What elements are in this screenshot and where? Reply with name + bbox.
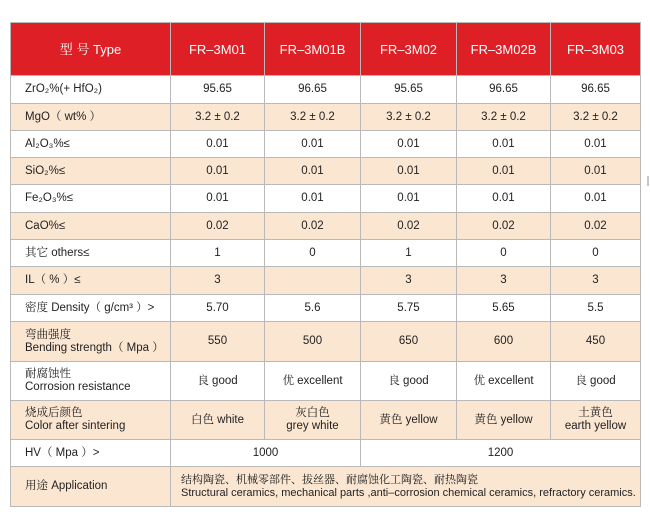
table-cell: 0 — [551, 240, 641, 267]
table-cell: 0.01 — [457, 158, 551, 185]
table-cell: 0.02 — [551, 213, 641, 240]
table-cell: 0.01 — [551, 131, 641, 158]
table-cell — [265, 267, 361, 295]
table-cell: 1200 — [361, 440, 641, 467]
model-header: FR–3M03 — [551, 23, 641, 76]
table-row — [11, 440, 641, 467]
table-cell: 3 — [171, 267, 265, 295]
table-cell: 0.02 — [265, 213, 361, 240]
header-row — [11, 23, 641, 76]
table-cell: 优 excellent — [457, 362, 551, 401]
table-cell: 3.2 ± 0.2 — [457, 104, 551, 131]
cell-line: 灰白色 — [295, 407, 330, 419]
table-cell: 3 — [361, 267, 457, 295]
table-cell: 0.01 — [265, 185, 361, 213]
row-label: 密度 Density（ g/cm³ ）> — [11, 295, 171, 322]
table-row — [11, 185, 641, 213]
cell-line: 土黄色 — [578, 407, 613, 419]
table-row — [11, 362, 641, 401]
table-cell: 0.01 — [551, 158, 641, 185]
table-row — [11, 158, 641, 185]
model-header: FR–3M01B — [265, 23, 361, 76]
table-cell: 0.01 — [361, 185, 457, 213]
table-cell: 500 — [265, 322, 361, 362]
row-label — [11, 322, 171, 362]
table-cell: 5.6 — [265, 295, 361, 322]
table-cell: 3.2 ± 0.2 — [551, 104, 641, 131]
spec-table-container — [10, 22, 640, 507]
table-cell: 0.01 — [361, 131, 457, 158]
table-cell: 3.2 ± 0.2 — [171, 104, 265, 131]
row-label: HV（ Mpa ）> — [11, 440, 171, 467]
application-en: Structural ceramics, mechanical parts ,anti–corrosion chemical ceramics, refractory ceramics. — [181, 486, 636, 499]
row-label: MgO（ wt% ） — [11, 104, 171, 131]
row-label-en: Bending strength（ Mpa ） — [25, 341, 164, 354]
table-row — [11, 267, 641, 295]
row-label-en: Corrosion resistance — [25, 381, 131, 393]
table-cell: 0.01 — [551, 185, 641, 213]
spec-table — [10, 22, 641, 507]
table-row — [11, 240, 641, 267]
table-cell — [171, 401, 265, 440]
row-label-cn: 耐腐蚀性 — [25, 368, 71, 380]
edge-mark — [647, 176, 649, 186]
table-cell: 0.01 — [171, 158, 265, 185]
table-cell: 1 — [171, 240, 265, 267]
row-label-cn: 烧成后颜色 — [25, 407, 83, 419]
table-cell: 5.5 — [551, 295, 641, 322]
table-cell: 3.2 ± 0.2 — [265, 104, 361, 131]
table-row — [11, 295, 641, 322]
cell-line: 黄色 yellow — [379, 413, 438, 426]
table-cell — [265, 401, 361, 440]
cell-line: 白色 white — [190, 413, 245, 426]
table-row — [11, 467, 641, 507]
model-header: FR–3M02B — [457, 23, 551, 76]
table-cell — [551, 401, 641, 440]
type-header: 型 号 Type — [11, 23, 171, 76]
row-label-en: Color after sintering — [25, 420, 126, 432]
row-label: Al₂O₃%≤ — [11, 131, 171, 158]
table-cell: 550 — [171, 322, 265, 362]
table-cell: 450 — [551, 322, 641, 362]
table-cell: 96.65 — [265, 76, 361, 104]
table-cell: 0.02 — [361, 213, 457, 240]
table-cell: 1 — [361, 240, 457, 267]
model-header: FR–3M01 — [171, 23, 265, 76]
table-cell: 5.70 — [171, 295, 265, 322]
row-label-cn: 弯曲强度 — [25, 328, 71, 341]
table-cell: 96.65 — [551, 76, 641, 104]
table-cell: 0.01 — [265, 131, 361, 158]
cell-line: earth yellow — [564, 420, 627, 432]
table-cell: 优 excellent — [265, 362, 361, 401]
table-cell: 0.02 — [171, 213, 265, 240]
table-cell: 3 — [551, 267, 641, 295]
row-label: 其它 others≤ — [11, 240, 171, 267]
row-label: SiO₂%≤ — [11, 158, 171, 185]
application-cn: 结构陶瓷、机械零部件、拔丝器、耐腐蚀化工陶瓷、耐热陶瓷 — [181, 473, 478, 486]
table-cell: 95.65 — [361, 76, 457, 104]
table-cell: 0.01 — [171, 185, 265, 213]
table-cell: 96.65 — [457, 76, 551, 104]
cell-line: grey white — [286, 420, 339, 432]
row-label — [11, 401, 171, 440]
table-cell: 0.01 — [361, 158, 457, 185]
table-cell: 0.01 — [171, 131, 265, 158]
table-cell: 650 — [361, 322, 457, 362]
table-cell: 600 — [457, 322, 551, 362]
table-cell — [361, 401, 457, 440]
table-cell: 5.65 — [457, 295, 551, 322]
table-cell: 5.75 — [361, 295, 457, 322]
table-cell: 良 good — [551, 362, 641, 401]
table-cell — [457, 401, 551, 440]
table-row — [11, 322, 641, 362]
table-cell: 0 — [457, 240, 551, 267]
table-row — [11, 76, 641, 104]
model-header: FR–3M02 — [361, 23, 457, 76]
table-cell: 0 — [265, 240, 361, 267]
table-cell: 1000 — [171, 440, 361, 467]
table-cell: 良 good — [171, 362, 265, 401]
table-row — [11, 104, 641, 131]
row-label: Fe₂O₃%≤ — [11, 185, 171, 213]
table-cell: 0.01 — [457, 185, 551, 213]
table-cell: 3.2 ± 0.2 — [361, 104, 457, 131]
table-row — [11, 213, 641, 240]
table-row — [11, 131, 641, 158]
table-cell: 0.02 — [457, 213, 551, 240]
row-label: 用途 Application — [11, 467, 171, 507]
cell-line: 黄色 yellow — [474, 413, 533, 426]
table-cell: 0.01 — [265, 158, 361, 185]
row-label: ZrO₂%(+ HfO₂) — [11, 76, 171, 104]
row-label: CaO%≤ — [11, 213, 171, 240]
table-cell: 0.01 — [457, 131, 551, 158]
application-cell — [171, 467, 641, 507]
table-row — [11, 401, 641, 440]
table-cell: 良 good — [361, 362, 457, 401]
table-cell: 95.65 — [171, 76, 265, 104]
row-label: IL（ % ）≤ — [11, 267, 171, 295]
table-cell: 3 — [457, 267, 551, 295]
row-label — [11, 362, 171, 401]
